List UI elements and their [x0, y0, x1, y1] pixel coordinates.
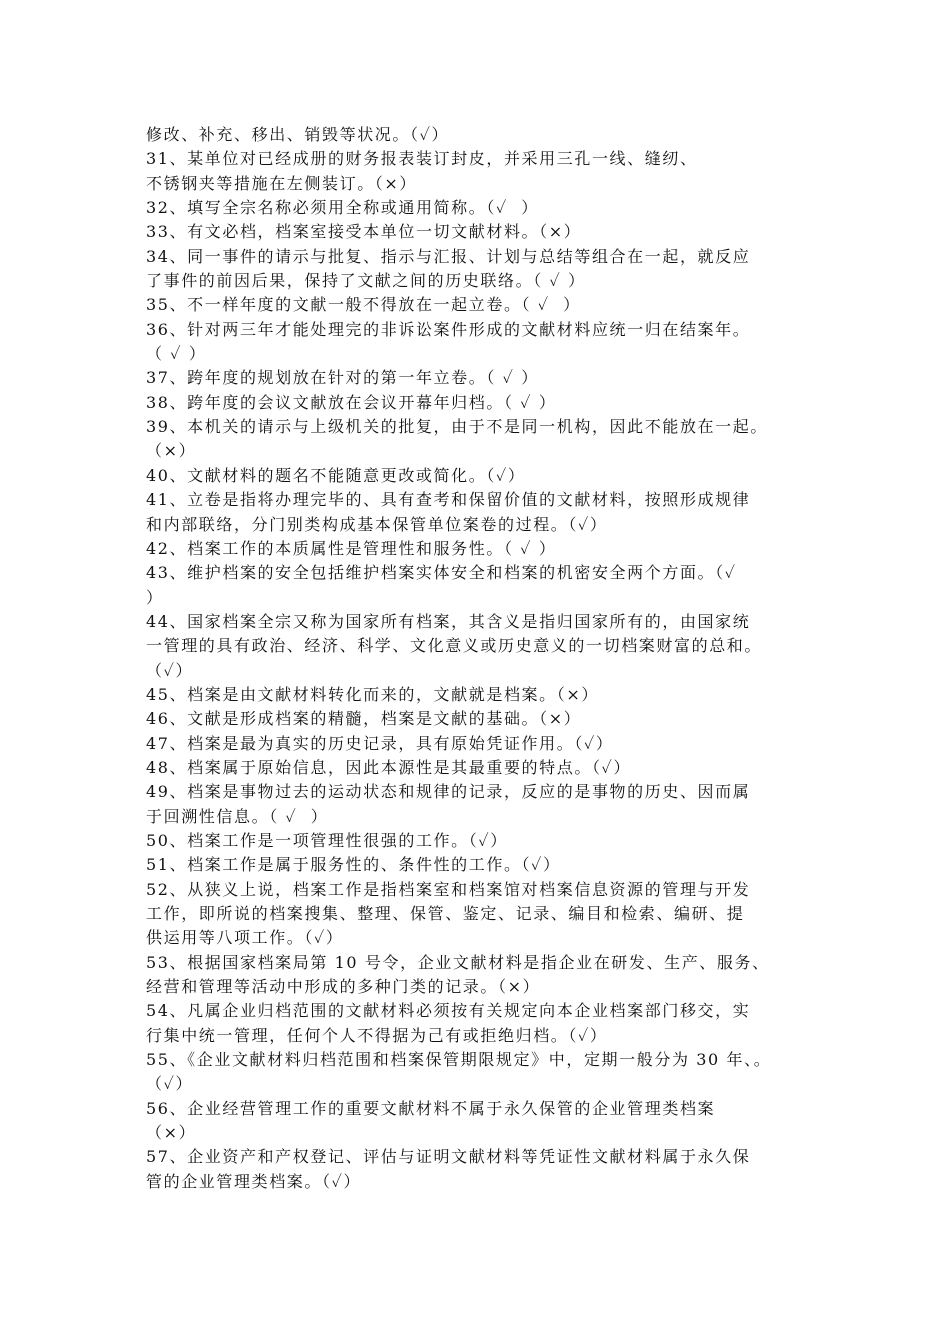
text-line: 42、档案工作的本质属性是管理性和服务性。（ ✓ ） — [146, 538, 557, 558]
text-line: 44、国家档案全宗又称为国家所有档案，其含义是指归国家所有的，由国家统 — [146, 611, 751, 631]
text-line: （×） — [146, 441, 197, 461]
text-line: （✓） — [146, 660, 194, 680]
text-line: 34、同一事件的请示与批复、指示与汇报、计划与总结等组合在一起，就反应 — [146, 246, 751, 266]
text-line: ） — [146, 587, 164, 607]
text-line: 46、文献是形成档案的精髓，档案是文献的基础。（×） — [146, 709, 582, 729]
text-line: 55、《企业文献材料归档范围和档案保管期限规定》中，定期一般分为 30 年、。 — [146, 1050, 772, 1070]
text-line: 48、档案属于原始信息，因此本源性是其最重要的特点。（✓） — [146, 757, 632, 777]
text-line: 33、有文必档，档案室接受本单位一切文献材料。（×） — [146, 222, 582, 242]
text-line: 于回溯性信息。（ ✓ ） — [146, 806, 329, 826]
text-line: （✓） — [146, 1074, 194, 1094]
text-line: 供运用等八项工作。（✓） — [146, 928, 344, 948]
text-line: 45、档案是由文献材料转化而来的，文献就是档案。（×） — [146, 684, 599, 704]
text-line: 经营和管理等活动中形成的多种门类的记录。（×） — [146, 977, 541, 997]
text-line: 37、跨年度的规划放在针对的第一年立卷。（ ✓ ） — [146, 368, 539, 388]
text-line: 38、跨年度的会议文献放在会议开幕年归档。（ ✓ ） — [146, 392, 557, 412]
text-line: 57、企业资产和产权登记、评估与证明文献材料等凭证性文献材料属于永久保 — [146, 1147, 751, 1167]
text-line: 50、档案工作是一项管理性很强的工作。（✓） — [146, 830, 508, 850]
text-line: 49、档案是事物过去的运动状态和规律的记录，反应的是事物的历史、因而属 — [146, 782, 751, 802]
text-line: 54、凡属企业归档范围的文献材料必须按有关规定向本企业档案部门移交，实 — [146, 1001, 751, 1021]
text-line: （×） — [146, 1123, 197, 1143]
text-line: 52、从狭义上说，档案工作是指档案室和档案馆对档案信息资源的管理与开发 — [146, 879, 751, 899]
text-line: 修改、补充、移出、销毁等状况。（✓） — [146, 125, 450, 144]
text-line: 行集中统一管理，任何个人不得据为己有或拒绝归档。（✓） — [146, 1025, 608, 1045]
text-line: 56、企业经营管理工作的重要文献材料不属于永久保管的企业管理类档案 — [146, 1098, 716, 1118]
text-line: 53、根据国家档案局第 10 号令，企业文献材料是指企业在研发、生产、服务、 — [146, 952, 770, 972]
text-line: 47、档案是最为真实的历史记录，具有原始凭证作用。（✓） — [146, 733, 614, 753]
text-line: 一管理的具有政治、经济、科学、文化意义或历史意义的一切档案财富的总和。 — [146, 636, 763, 656]
text-line: 41、立卷是指将办理完毕的、具有查考和保留价值的文献材料，按照形成规律 — [146, 490, 751, 510]
document-body — [146, 123, 821, 1194]
text-line: 40、文献材料的题名不能随意更改或简化。（✓） — [146, 465, 526, 485]
text-line: 36、针对两三年才能处理完的非诉讼案件形成的文献材料应统一归在结案年。 — [146, 319, 751, 339]
text-line: 工作，即所说的档案搜集、整理、保管、鉴定、记录、编目和检索、编研、提 — [146, 904, 745, 923]
text-line: 32、填写全宗名称必须用全称或通用简称。（✓ ） — [146, 198, 539, 218]
text-line: 不锈钢夹等措施在左侧装订。（×） — [146, 173, 418, 193]
text-line: 31、某单位对已经成册的财务报表装订封皮，并采用三孔一线、缝纫、 — [146, 149, 698, 169]
text-line: （ ✓ ） — [146, 344, 207, 364]
text-line: 51、档案工作是属于服务性的、条件性的工作。（✓） — [146, 855, 561, 875]
text-line: 43、维护档案的安全包括维护档案实体安全和档案的机密安全两个方面。（✓ — [146, 563, 737, 583]
text-line: 管的企业管理类档案。（✓） — [146, 1171, 362, 1191]
text-line: 和内部联络，分门别类构成基本保管单位案卷的过程。（✓） — [146, 514, 608, 534]
text-line: 了事件的前因后果，保持了文献之间的历史联络。（ ✓ ） — [146, 271, 586, 291]
text-line: 35、不一样年度的文献一般不得放在一起立卷。（ ✓ ） — [146, 295, 581, 315]
text-line: 39、本机关的请示与上级机关的批复，由于不是同一机构，因此不能放在一起。 — [146, 417, 768, 437]
